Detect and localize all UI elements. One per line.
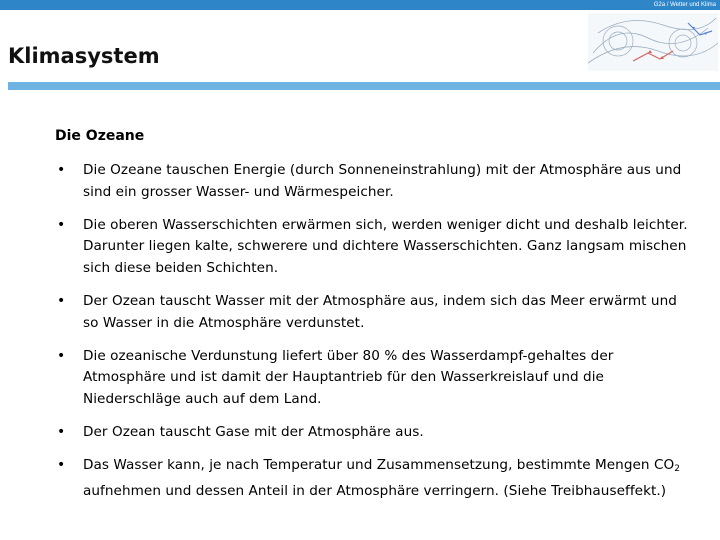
bullet-text: Die Ozeane tauschen Energie (durch Sonneneinstrahlung) mit der Atmosphäre aus und sind ein grosser Wasser- und Wärmespeicher.: [83, 162, 682, 200]
bullet-icon: •: [57, 216, 66, 233]
bullet-icon: •: [57, 162, 66, 178]
slide-title: Klimasystem: [8, 44, 160, 68]
section-heading: Die Ozeane: [55, 128, 145, 144]
bullet-text: Der Ozean tauscht Wasser mit der Atmosphäre aus, indem sich das Meer erwärmt und so Wasser in die Atmosphäre verdunstet.: [83, 292, 677, 331]
header-bottom-bar-gap: [0, 82, 8, 90]
list-item: [55, 346, 695, 411]
list-item: [55, 215, 695, 280]
bullet-text: Die oberen Wasserschichten erwärmen sich, werden weniger dicht und deshalb leichter. Darunter liegen kalte, schwerere und dichtere Wasserschichten. Ganz langsam mischen sich diese beiden Schichten.: [83, 216, 688, 276]
bullet-icon: •: [57, 292, 66, 309]
bullet-text: [83, 457, 680, 499]
weather-map-icon: [588, 13, 718, 71]
list-item: [55, 422, 695, 444]
bullet-text: Der Ozean tauscht Gase mit der Atmosphäre aus.: [83, 423, 424, 440]
slide-content: [55, 126, 695, 514]
top-bar: [0, 0, 720, 10]
co2-subscript: 2: [674, 464, 681, 475]
bullet-text-after: aufnehmen und dessen Anteil in der Atmosphäre verringern. (Siehe Treibhauseffekt.): [83, 482, 667, 499]
bullet-icon: •: [57, 423, 66, 440]
bullet-icon: •: [57, 457, 66, 474]
bullet-text: Die ozeanische Verdunstung liefert über 80 % des Wasserdampf-gehaltes der Atmosphäre und ist damit der Hauptantrieb für den Wasserkreislauf und die Niederschläge auch auf dem Land.: [83, 347, 614, 407]
bullet-text-before: Das Wasser kann, je nach Temperatur und Zusammensetzung, bestimmte Mengen CO: [83, 457, 675, 474]
header-bottom-bar: [0, 82, 720, 90]
bullet-icon: •: [57, 347, 66, 364]
bullet-list: [55, 160, 695, 502]
list-item: [55, 455, 695, 502]
list-item: [55, 160, 695, 203]
course-label: G2a / Wetter und Klima: [653, 2, 716, 8]
list-item: [55, 291, 695, 334]
